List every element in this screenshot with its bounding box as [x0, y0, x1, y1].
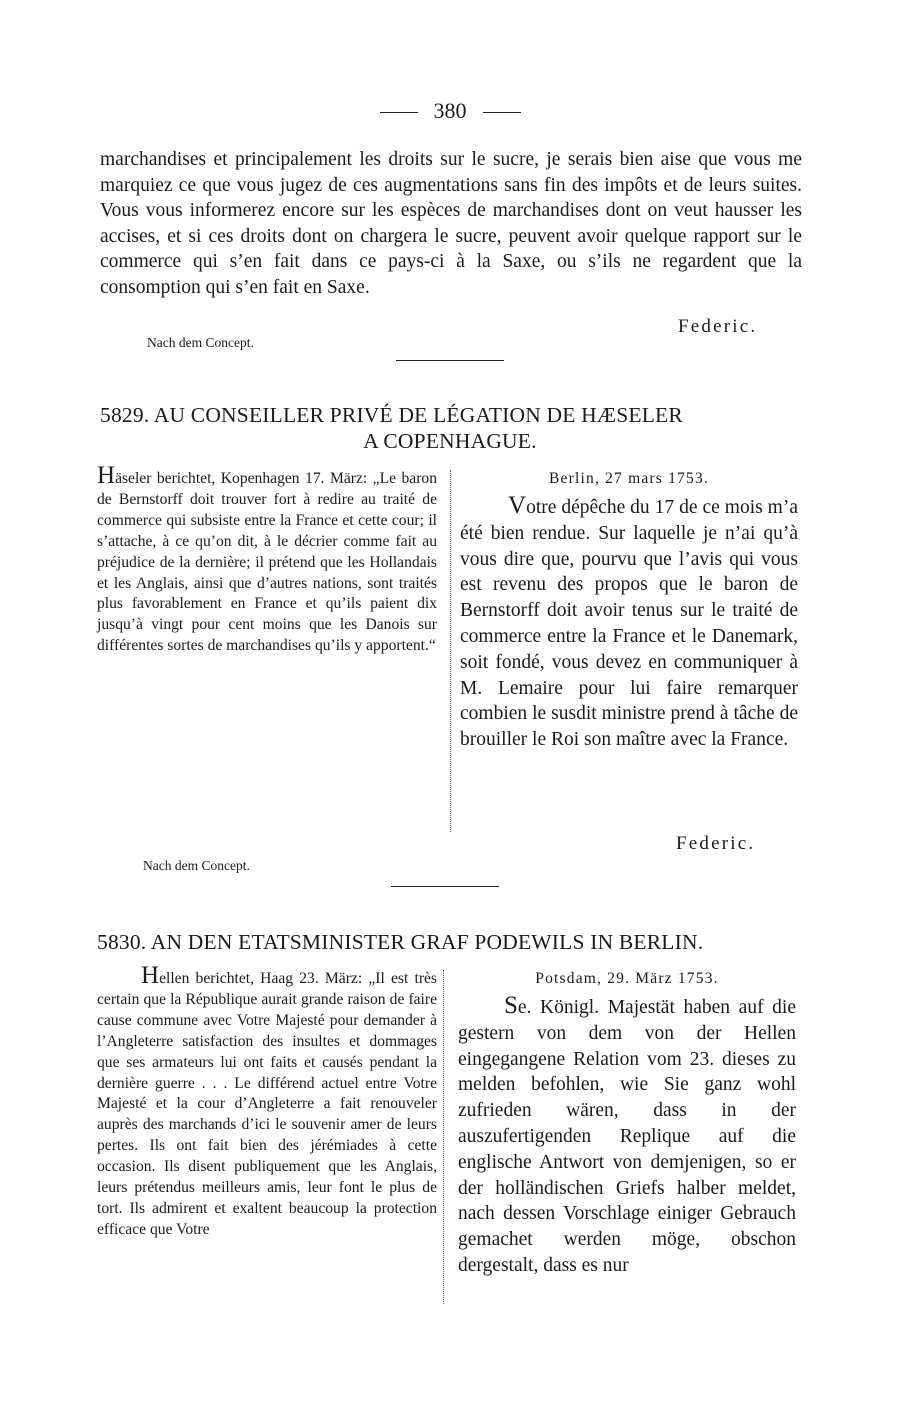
opening-signature: Federic.	[678, 316, 758, 337]
page-number-dash-right	[483, 112, 521, 113]
letter-5829-body-text: otre dépêche du 17 de ce mois m’a été bien rendue. Sur laquelle je n’ai qu’à vous dire que, pourvu que l’avis qui vous est revenu des propos que le baron de Bernstorff doit avoir tenus sur le traité de commerce entre la France et le Danemark, soit fondé, vous devez en communiquer à M. Lemaire pour lui faire remarquer combien le susdit ministre prend à tâche de brouiller le Roi son maître avec la France.	[460, 497, 798, 751]
letter-5830-summary-text: ellen berichtet, Haag 23. März: „Il est très certain que la République aurait grande raison de faire cause commune avec Votre Majesté pour demander à l’Angleterre satisfaction des insultes et dommages que ses armateurs lui ont faits et causés pendant la dernière guerre . . . Le différend actuel entre Votre Majesté et la cour d’Angleterre a fait renouveler auprès des marchands d’ici le souvenir amer de leurs pertes. Ils ont fait bien des jérémiades à cette occasion. Ils disent publiquement que les Anglais, leurs prétendus meilleurs amis, leur font le plus de tort. Ils admirent et exaltent beaucoup la protection efficace que Votre	[97, 970, 437, 1238]
letter-5830-heading	[97, 930, 703, 955]
letter-5829-body	[460, 493, 798, 753]
letter-5829-body-initial: V	[508, 492, 527, 519]
page-number	[0, 98, 900, 124]
opening-paragraph: marchandises et principalement les droits sur le sucre, je serais bien aise que vous me marquiez ce que vous jugez de ces augmentations sans fin des impôts et de leurs suites. Vous vous informerez encore sur les espèces de marchandises dont on veut hausser les accises, et si ces droits dont on chargera le sucre, peuvent avoir quelque rapport sur le commerce qui s’en fait dans ce pays-ci à la Saxe, ou s’ils ne regardent que la consomption qui s’en fait en Saxe.	[100, 149, 802, 298]
letter-5829-dateline: Berlin, 27 mars 1753.	[549, 470, 709, 487]
section-divider-2	[391, 886, 499, 887]
letter-5830-column-separator	[443, 970, 444, 1304]
letter-5829-number: 5829.	[100, 403, 150, 427]
letter-5829-summary-text: äseler berichtet, Kopenhagen 17. März: „Le baron de Bernstorff doit trouver fort à redire au traité de commerce qui subsiste entre la France et cette cour; il s’attache, à ce qu’on dit, à le décrier comme fait au préjudice de la dernière; il prétend que les Hollandais et les Anglais, ainsi que d’autres nations, sont traités plus favorablement en France et qu’ils paient dix jusqu’à vingt pour cent moins que les Danois sur différentes sortes de marchandises qu’ils y apportent.“	[97, 470, 437, 655]
letter-5830-summary	[97, 962, 437, 1241]
page-number-text: 380	[433, 98, 467, 123]
opening-source-note: Nach dem Concept.	[147, 335, 254, 350]
letter-5829-heading	[100, 403, 683, 428]
letter-5829-column-separator	[450, 470, 451, 832]
letter-5830-body	[458, 993, 796, 1279]
letter-5830-summary-initial: H	[141, 962, 160, 989]
section-divider-1	[396, 360, 504, 361]
letter-5829-heading-line2: A COPENHAGUE.	[363, 429, 537, 453]
letter-5830-dateline: Potsdam, 29. März 1753.	[535, 970, 719, 987]
letter-5829-summary-initial: H	[97, 462, 116, 489]
letter-5830-heading-text: AN DEN ETATSMINISTER GRAF PODEWILS IN BERLIN.	[150, 930, 704, 954]
letter-5830-body-initial: S	[504, 992, 518, 1019]
letter-5829-source-note: Nach dem Concept.	[143, 858, 250, 873]
letter-5830-number: 5830.	[97, 930, 147, 954]
letter-5829-summary	[97, 462, 437, 657]
letter-5830-body-text: e. Königl. Majestät haben auf die gestern von dem von der Hellen eingegangene Relation vom 23. dieses zu melden befohlen, wie Sie ganz wohl zufrieden wären, dass in der auszufertigenden Replique auf die englische Antwort von demjenigen, so er der holländischen Griefs halber meldet, nach dessen Vorschlage einiger Gebrauch gemachet werden möge, obschon dergestalt, dass es nur	[458, 997, 796, 1276]
letter-5829-signature: Federic.	[676, 833, 756, 854]
letter-5829-heading-line1: AU CONSEILLER PRIVÉ DE LÉGATION DE HÆSELER	[153, 403, 683, 427]
page-number-dash-left	[380, 112, 418, 113]
